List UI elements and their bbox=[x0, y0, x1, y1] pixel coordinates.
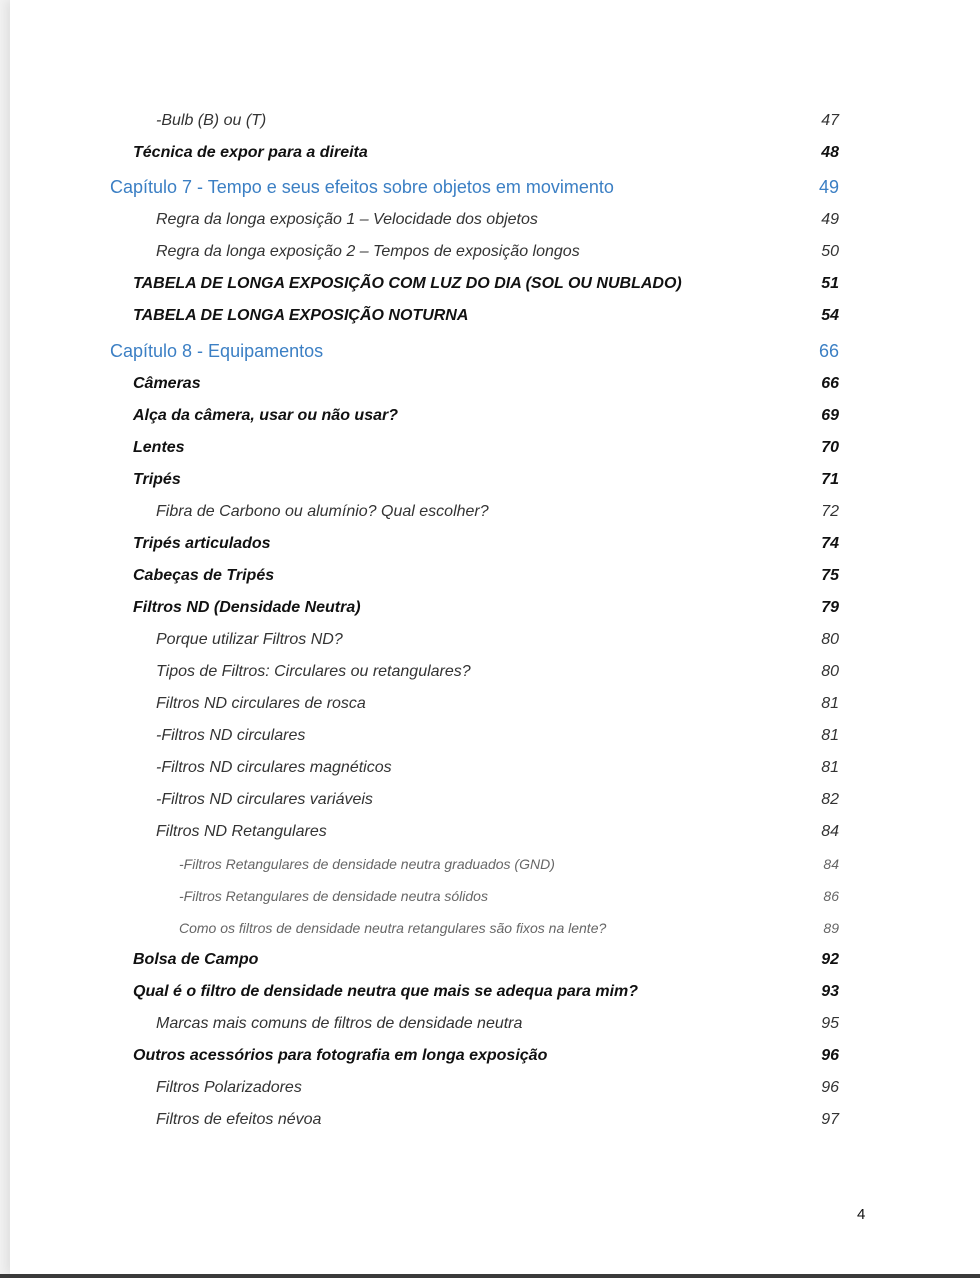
toc-entry-title: Tripés bbox=[133, 471, 181, 488]
toc-entry[interactable] bbox=[10, 791, 980, 815]
toc-entry[interactable] bbox=[10, 951, 980, 975]
toc-entry-title: Marcas mais comuns de filtros de densidade neutra bbox=[156, 1015, 523, 1032]
document-page bbox=[10, 0, 980, 1274]
toc-entry-page: 81 bbox=[821, 695, 839, 712]
toc-entry-page: 80 bbox=[821, 663, 839, 680]
toc-entry-page: 81 bbox=[821, 727, 839, 744]
toc-entry[interactable] bbox=[10, 144, 980, 168]
toc-entry-title: Como os filtros de densidade neutra retangulares são fixos na lente? bbox=[179, 920, 607, 936]
toc-entry[interactable] bbox=[10, 1015, 980, 1039]
toc-entry[interactable] bbox=[10, 341, 980, 365]
toc-entry[interactable] bbox=[10, 307, 980, 331]
toc-entry-page: 75 bbox=[821, 567, 839, 584]
toc-entry-page: 48 bbox=[821, 144, 839, 161]
toc-entry-title: Regra da longa exposição 1 – Velocidade dos objetos bbox=[156, 211, 538, 228]
toc-entry[interactable] bbox=[10, 631, 980, 655]
toc-entry-title: -Bulb (B) ou (T) bbox=[156, 112, 267, 129]
toc-entry-page: 69 bbox=[821, 407, 839, 424]
toc-entry-page: 89 bbox=[823, 920, 839, 936]
toc-entry-title: Tipos de Filtros: Circulares ou retangulares? bbox=[156, 663, 471, 680]
toc-entry[interactable] bbox=[10, 567, 980, 591]
toc-entry-title: -Filtros ND circulares bbox=[156, 727, 306, 744]
toc-entry[interactable] bbox=[10, 112, 980, 136]
toc-entry-title: Lentes bbox=[133, 439, 185, 456]
page-bottom-border bbox=[0, 1274, 980, 1278]
toc-entry-page: 95 bbox=[821, 1015, 839, 1032]
toc-entry-title: -Filtros Retangulares de densidade neutra sólidos bbox=[179, 888, 488, 904]
toc-entry[interactable] bbox=[10, 759, 980, 783]
toc-entry-title: Filtros Polarizadores bbox=[156, 1079, 302, 1096]
toc-entry-page: 81 bbox=[821, 759, 839, 776]
toc-entry[interactable] bbox=[10, 920, 980, 944]
toc-entry[interactable] bbox=[10, 535, 980, 559]
toc-entry[interactable] bbox=[10, 823, 980, 847]
toc-entry[interactable] bbox=[10, 983, 980, 1007]
toc-entry-page: 96 bbox=[821, 1047, 839, 1064]
toc-entry[interactable] bbox=[10, 275, 980, 299]
toc-entry-title: -Filtros ND circulares variáveis bbox=[156, 791, 373, 808]
toc-entry-title: Cabeças de Tripés bbox=[133, 567, 275, 584]
toc-entry[interactable] bbox=[10, 243, 980, 267]
toc-entry-title: TABELA DE LONGA EXPOSIÇÃO NOTURNA bbox=[133, 307, 469, 324]
toc-entry[interactable] bbox=[10, 1111, 980, 1135]
toc-entry[interactable] bbox=[10, 856, 980, 880]
toc-entry-page: 49 bbox=[821, 211, 839, 228]
toc-entry[interactable] bbox=[10, 471, 980, 495]
toc-entry-title: Filtros ND (Densidade Neutra) bbox=[133, 599, 361, 616]
toc-entry-title: -Filtros ND circulares magnéticos bbox=[156, 759, 392, 776]
toc-entry-page: 93 bbox=[821, 983, 839, 1000]
toc-entry[interactable] bbox=[10, 599, 980, 623]
toc-entry[interactable] bbox=[10, 727, 980, 751]
toc-entry-page: 72 bbox=[821, 503, 839, 520]
toc-entry-page: 86 bbox=[823, 888, 839, 904]
toc-entry-title: Bolsa de Campo bbox=[133, 951, 259, 968]
toc-entry-title: Capítulo 7 - Tempo e seus efeitos sobre objetos em movimento bbox=[110, 177, 614, 197]
toc-entry-title: Filtros ND circulares de rosca bbox=[156, 695, 366, 712]
toc-entry-title: Alça da câmera, usar ou não usar? bbox=[133, 407, 398, 424]
toc-entry-page: 66 bbox=[818, 341, 839, 361]
toc-entry-page: 96 bbox=[821, 1079, 839, 1096]
toc-entry[interactable] bbox=[10, 503, 980, 527]
toc-entry-title: Qual é o filtro de densidade neutra que mais se adequa para mim? bbox=[133, 983, 639, 1000]
toc-entry-page: 84 bbox=[821, 823, 839, 840]
page-number: 4 bbox=[857, 1206, 866, 1223]
toc-entry-page: 51 bbox=[821, 275, 839, 292]
toc-entry-title: Porque utilizar Filtros ND? bbox=[156, 631, 343, 648]
toc-entry-page: 71 bbox=[821, 471, 839, 488]
toc-entry-page: 92 bbox=[821, 951, 839, 968]
toc-entry-page: 47 bbox=[821, 112, 839, 129]
toc-entry-page: 80 bbox=[821, 631, 839, 648]
toc-entry[interactable] bbox=[10, 695, 980, 719]
toc-entry-title: -Filtros Retangulares de densidade neutra graduados (GND) bbox=[179, 856, 555, 872]
toc-entry-title: Regra da longa exposição 2 – Tempos de exposição longos bbox=[156, 243, 580, 260]
toc-entry[interactable] bbox=[10, 1047, 980, 1071]
toc-entry[interactable] bbox=[10, 663, 980, 687]
toc-entry-page: 74 bbox=[821, 535, 839, 552]
toc-entry-page: 97 bbox=[821, 1111, 839, 1128]
toc-entry-title: Outros acessórios para fotografia em longa exposição bbox=[133, 1047, 548, 1064]
toc-entry-title: Câmeras bbox=[133, 375, 201, 392]
toc-entry-page: 66 bbox=[821, 375, 839, 392]
toc-entry-title: Técnica de expor para a direita bbox=[133, 144, 368, 161]
toc-entry-page: 54 bbox=[821, 307, 839, 324]
toc-entry-title: Tripés articulados bbox=[133, 535, 271, 552]
toc-entry-page: 49 bbox=[818, 177, 839, 197]
toc-entry-page: 50 bbox=[821, 243, 839, 260]
toc-entry-title: Filtros ND Retangulares bbox=[156, 823, 327, 840]
toc-entry-title: Capítulo 8 - Equipamentos bbox=[110, 341, 324, 361]
toc-entry[interactable] bbox=[10, 375, 980, 399]
toc-entry[interactable] bbox=[10, 888, 980, 912]
toc-entry-page: 70 bbox=[821, 439, 839, 456]
toc-entry-title: TABELA DE LONGA EXPOSIÇÃO COM LUZ DO DIA (SOL OU NUBLADO) bbox=[133, 275, 682, 292]
toc-entry[interactable] bbox=[10, 407, 980, 431]
toc-entry[interactable] bbox=[10, 177, 980, 201]
toc-entry-page: 84 bbox=[823, 856, 839, 872]
toc-entry-page: 79 bbox=[821, 599, 839, 616]
toc-entry-title: Fibra de Carbono ou alumínio? Qual escolher? bbox=[156, 503, 489, 520]
toc-entry[interactable] bbox=[10, 439, 980, 463]
toc-entry[interactable] bbox=[10, 1079, 980, 1103]
toc-entry-page: 82 bbox=[821, 791, 839, 808]
toc-entry-title: Filtros de efeitos névoa bbox=[156, 1111, 322, 1128]
toc-entry[interactable] bbox=[10, 211, 980, 235]
